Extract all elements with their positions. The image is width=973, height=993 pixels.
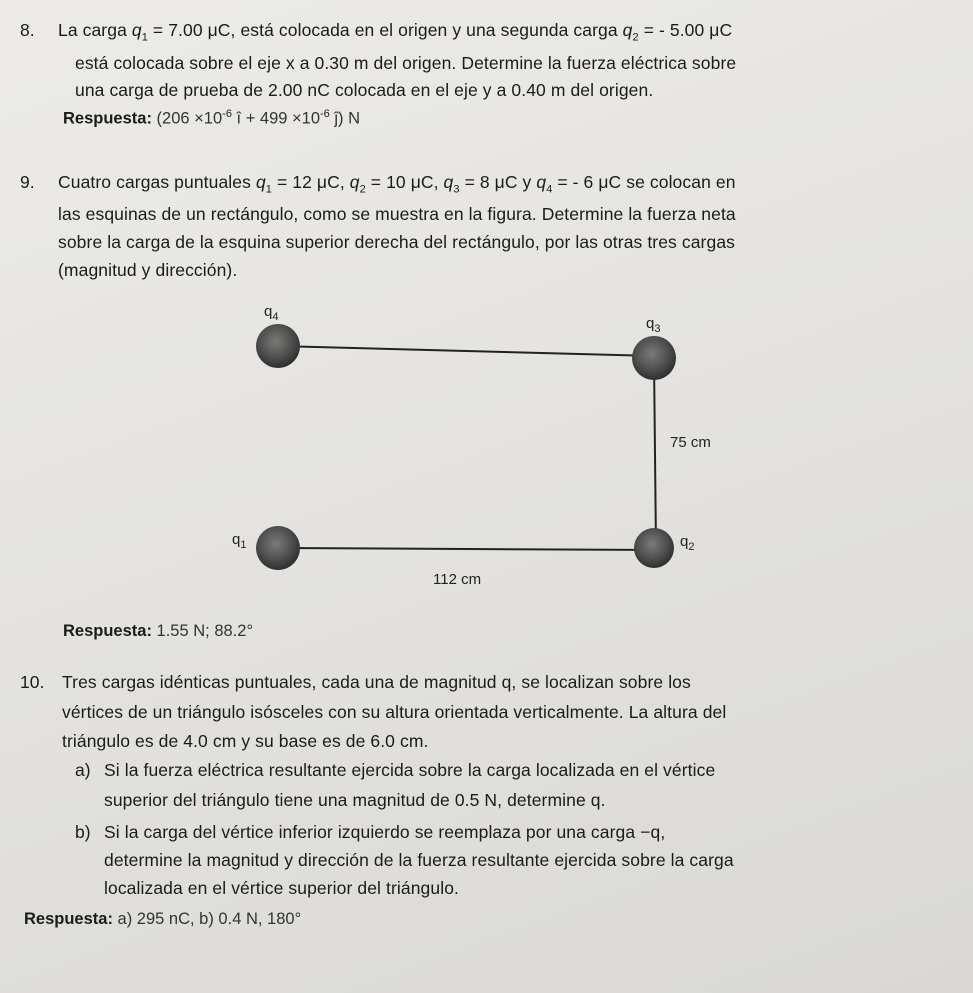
- problem-9-answer: Respuesta: 1.55 N; 88.2°: [63, 622, 254, 640]
- charge-q1: [256, 526, 300, 570]
- problem-10-line-3: triángulo es de 4.0 cm y su base es de 6.0 cm.: [62, 731, 429, 751]
- problem-10a-label: a): [75, 760, 91, 780]
- label-q3-sub: 3: [654, 323, 661, 335]
- label-q1-sub: 1: [240, 539, 247, 551]
- problem-9-number: 9.: [20, 172, 35, 192]
- label-q4: q: [264, 303, 273, 320]
- problem-9-line-4: (magnitud y dirección).: [58, 260, 238, 280]
- problem-10b-line-2: determine la magnitud y dirección de la fuerza resultante ejercida sobre la carga: [104, 850, 734, 870]
- problem-10-line-2: vértices de un triángulo isósceles con su altura orientada verticalmente. La altura del: [62, 702, 727, 722]
- problem-8-answer: Respuesta: ($206 \times 10^{-6}$ î + $499 \times 10^{-6}$ ĵ) N: [63, 108, 361, 128]
- problem-10b-line-3: localizada en el vértice superior del triángulo.: [104, 878, 459, 898]
- charge-q3: [632, 336, 676, 380]
- problem-10b-line-1: Si la carga del vértice inferior izquierdo se reemplaza por una carga −q,: [104, 822, 666, 842]
- problem-10-line-1: Tres cargas idénticas puntuales, cada una de magnitud q, se localizan sobre los: [62, 672, 691, 692]
- problem-10-number: 10.: [20, 672, 45, 692]
- problem-10b-label: b): [75, 822, 91, 842]
- svg-text:q3: [646, 315, 660, 335]
- problem-10a-line-2: superior del triángulo tiene una magnitud de 0.5 N, determine q.: [104, 790, 606, 810]
- svg-text:q1: [232, 531, 246, 551]
- svg-text:q4: [264, 303, 278, 323]
- label-height: 75 cm: [670, 434, 711, 451]
- svg-text:q2: [680, 533, 694, 553]
- label-q1: q: [232, 531, 241, 548]
- rectangle-bottom-edge: [278, 548, 656, 550]
- problem-8-line-2: está colocada sobre el eje x a 0.30 m del origen. Determine la fuerza eléctrica sobre: [75, 53, 737, 73]
- problem-8-number: 8.: [20, 20, 35, 40]
- label-width: 112 cm: [433, 571, 482, 588]
- problem-10a-line-1: Si la fuerza eléctrica resultante ejercida sobre la carga localizada en el vértice: [104, 760, 716, 780]
- label-q4-sub: 4: [272, 311, 279, 323]
- problem-8-line-1: La carga $q_1 = 7.00$ μC, está colocada en el origen y una segunda carga $q_2$ = - 5.00 μC: [58, 20, 733, 44]
- charge-q2: [634, 528, 674, 568]
- problem-9-line-2: las esquinas de un rectángulo, como se muestra en la figura. Determine la fuerza neta: [58, 204, 736, 224]
- problem-9-line-1: Cuatro cargas puntuales $q_1 = 12$ μC, $q_2 = 10$ μC, $q_3 = 8$ μC y $q_4$ = - 6 μC se colocan en: [58, 172, 736, 196]
- problem-10-answer: Respuesta: a) 295 nC, b) 0.4 N, 180°: [24, 910, 302, 928]
- problem-8-line-3: una carga de prueba de 2.00 nC colocada en el eje y a 0.40 m del origen.: [75, 80, 654, 100]
- rectangle-top-edge: [278, 346, 654, 356]
- label-q2-sub: 2: [688, 541, 695, 553]
- problem-9-line-3: sobre la carga de la esquina superior derecha del rectángulo, por las otras tres cargas: [58, 232, 735, 252]
- charge-q4: [256, 324, 300, 368]
- label-q2: q: [680, 533, 689, 550]
- rectangle-right-edge: [654, 360, 656, 548]
- label-q3: q: [646, 315, 655, 332]
